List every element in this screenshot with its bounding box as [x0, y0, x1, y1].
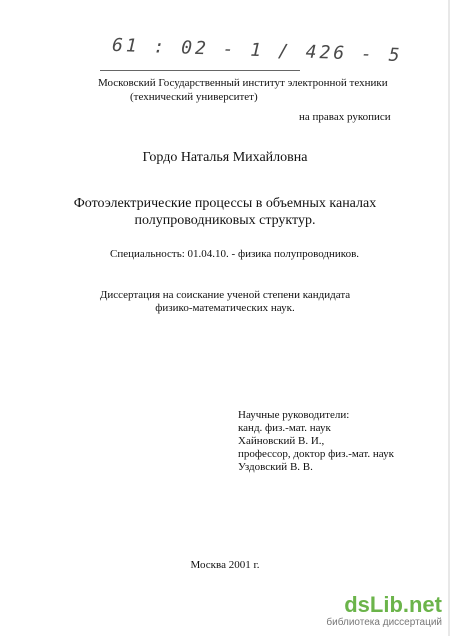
handwritten-code: 61 : 02 - 1 / 426 - 5	[111, 34, 403, 67]
thesis-title-line-2: полупроводниковых структур.	[134, 213, 316, 228]
supervisors-heading: Научные руководители:	[238, 409, 350, 421]
supervisor-line-2: Хайновский В. И.,	[238, 435, 325, 447]
author-name: Гордо Наталья Михайловна	[142, 150, 308, 165]
city-year: Москва 2001 г.	[190, 559, 260, 571]
supervisors-block	[238, 409, 394, 474]
handwritten-underline	[100, 70, 300, 71]
thesis-title-line-1: Фотоэлектрические процессы в объемных каналах	[73, 196, 377, 211]
supervisor-line-4: Уздовский В. В.	[238, 461, 313, 473]
dissertation-line-1: Диссертация на соискание ученой степени кандидата	[99, 289, 351, 301]
dissertation-statement	[0, 289, 450, 315]
supervisor-line-1: канд. физ.-мат. наук	[238, 422, 331, 434]
watermark-logo	[326, 594, 442, 628]
supervisor-line-3: профессор, доктор физ.-мат. наук	[238, 448, 394, 460]
watermark-brand: dsLib.net	[344, 592, 442, 617]
institution-subtitle: (технический университет)	[130, 91, 258, 103]
institution-name: Московский Государственный институт электронной техники	[98, 77, 388, 89]
thesis-title	[0, 195, 450, 229]
dissertation-line-2: физико-математических наук.	[155, 302, 295, 314]
specialty: Специальность: 01.04.10. - физика полупроводников.	[110, 248, 360, 260]
manuscript-rights: на правах рукописи	[299, 111, 391, 123]
watermark-subtitle: библиотека диссертаций	[326, 617, 442, 628]
